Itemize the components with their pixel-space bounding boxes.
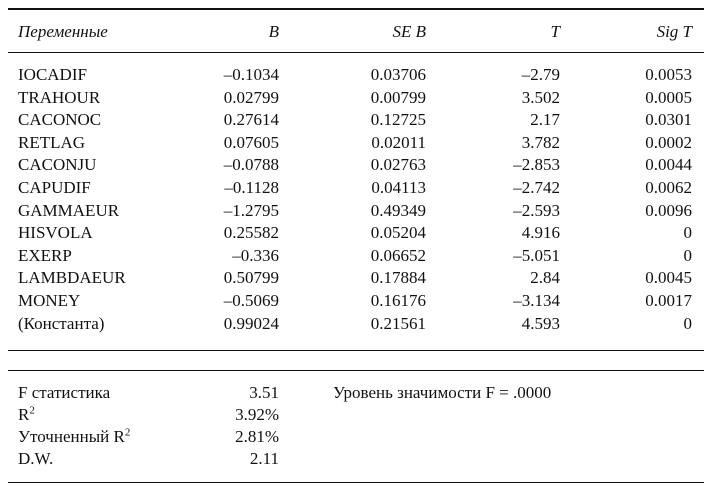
table-row	[0, 87, 712, 109]
cell-t: 3.782	[521, 132, 560, 152]
cell-b: –0.5069	[223, 291, 279, 310]
cell-sig-t: 0.0301	[645, 110, 692, 130]
cell-variable: HISVOLA	[18, 223, 93, 243]
cell-b: 0.50799	[223, 268, 279, 288]
dw-value: 2.11	[249, 449, 279, 468]
f-significance: Уровень значимости F = .0000	[333, 383, 552, 402]
table-row	[0, 267, 712, 289]
cell-se-b: 0.06652	[370, 245, 426, 265]
cell-sig-t: 0.0005	[645, 87, 692, 107]
stat-row-r2	[0, 404, 712, 426]
cell-variable: MONEY	[18, 291, 81, 310]
cell-t: –2.742	[513, 178, 560, 197]
adj-r2-label: Уточненный $R^2$	[18, 426, 131, 446]
cell-se-b: 0.03706	[370, 65, 426, 84]
table-row	[0, 132, 712, 154]
cell-t: 2.17	[530, 110, 560, 130]
header-se-b: SE B	[392, 22, 426, 41]
cell-b: 0.07605	[223, 132, 279, 152]
cell-b: –0.1128	[224, 178, 279, 197]
cell-variable: TRAHOUR	[18, 87, 101, 107]
cell-t: –2.79	[521, 65, 560, 84]
cell-t: –3.134	[513, 291, 560, 310]
table-row	[0, 222, 712, 244]
cell-variable: EXERP	[18, 245, 72, 265]
cell-se-b: 0.05204	[370, 223, 426, 243]
cell-se-b: 0.21561	[370, 313, 426, 333]
cell-t: 4.593	[521, 313, 560, 333]
f-label: F статистика	[18, 383, 111, 402]
f-value: 3.51	[249, 383, 279, 402]
header-b: B	[268, 22, 279, 41]
table-row	[0, 154, 712, 176]
cell-variable: RETLAG	[18, 132, 86, 152]
header-sig-t: Sig T	[656, 22, 692, 41]
cell-sig-t: 0.0053	[645, 65, 692, 84]
table-row	[0, 290, 712, 312]
adj-r2-value: 2.81%	[235, 427, 279, 446]
cell-b: 0.25582	[223, 223, 279, 243]
cell-b: –1.2795	[223, 200, 279, 220]
table-row	[0, 177, 712, 199]
cell-variable: (Константа)	[18, 313, 105, 333]
cell-variable: CACONOC	[18, 110, 102, 130]
header-row	[0, 22, 712, 46]
cell-se-b: 0.02763	[370, 155, 426, 175]
cell-sig-t: 0	[683, 313, 692, 333]
cell-variable: CAPUDIF	[18, 178, 91, 197]
cell-b: –0.1034	[223, 65, 279, 84]
header-t: T	[550, 22, 560, 41]
cell-se-b: 0.00799	[370, 87, 426, 107]
cell-b: 0.27614	[223, 110, 279, 130]
stat-row-f	[0, 382, 712, 404]
cell-sig-t: 0.0062	[645, 178, 692, 197]
cell-t: 4.916	[521, 223, 560, 243]
table-row	[0, 245, 712, 267]
cell-se-b: 0.12725	[370, 110, 426, 130]
cell-sig-t: 0	[683, 223, 692, 243]
cell-sig-t: 0.0002	[645, 132, 692, 152]
cell-sig-t: 0.0096	[645, 200, 692, 220]
r2-value: 3.92%	[235, 405, 279, 424]
cell-t: 2.84	[530, 268, 560, 288]
cell-sig-t: 0.0017	[645, 291, 692, 310]
cell-variable: IOCADIF	[18, 65, 87, 84]
cell-se-b: 0.02011	[371, 132, 426, 152]
cell-variable: LAMBDAEUR	[18, 268, 126, 288]
top-rule	[8, 8, 704, 10]
header-rule	[8, 52, 704, 53]
cell-t: –2.593	[513, 200, 560, 220]
cell-b: 0.02799	[223, 87, 279, 107]
cell-sig-t: 0.0045	[645, 268, 692, 288]
table-row	[0, 109, 712, 131]
cell-se-b: 0.49349	[370, 200, 426, 220]
cell-variable: CACONJU	[18, 155, 97, 175]
stat-row-adj-r2	[0, 426, 712, 448]
cell-b: 0.99024	[223, 313, 279, 333]
cell-sig-t: 0	[683, 245, 692, 265]
cell-t: –5.051	[513, 245, 560, 265]
cell-t: 3.502	[521, 87, 560, 107]
cell-se-b: 0.16176	[370, 291, 426, 310]
r2-label: $R^2$	[18, 404, 35, 424]
cell-b: –0.0788	[223, 155, 279, 175]
cell-t: –2.853	[513, 155, 560, 175]
bottom-rule	[8, 482, 704, 483]
cell-sig-t: 0.0044	[645, 155, 692, 175]
dw-label: D.W.	[18, 449, 54, 468]
body-rule-1	[8, 350, 704, 351]
cell-b: –0.336	[232, 245, 279, 265]
header-variable: Переменные	[18, 22, 108, 41]
table-row	[0, 200, 712, 222]
cell-variable: GAMMAEUR	[18, 200, 120, 220]
body-rule-2	[8, 370, 704, 371]
cell-se-b: 0.04113	[371, 178, 426, 197]
stat-row-dw	[0, 448, 712, 470]
table-row	[0, 64, 712, 86]
table-row	[0, 313, 712, 335]
cell-se-b: 0.17884	[370, 268, 426, 288]
